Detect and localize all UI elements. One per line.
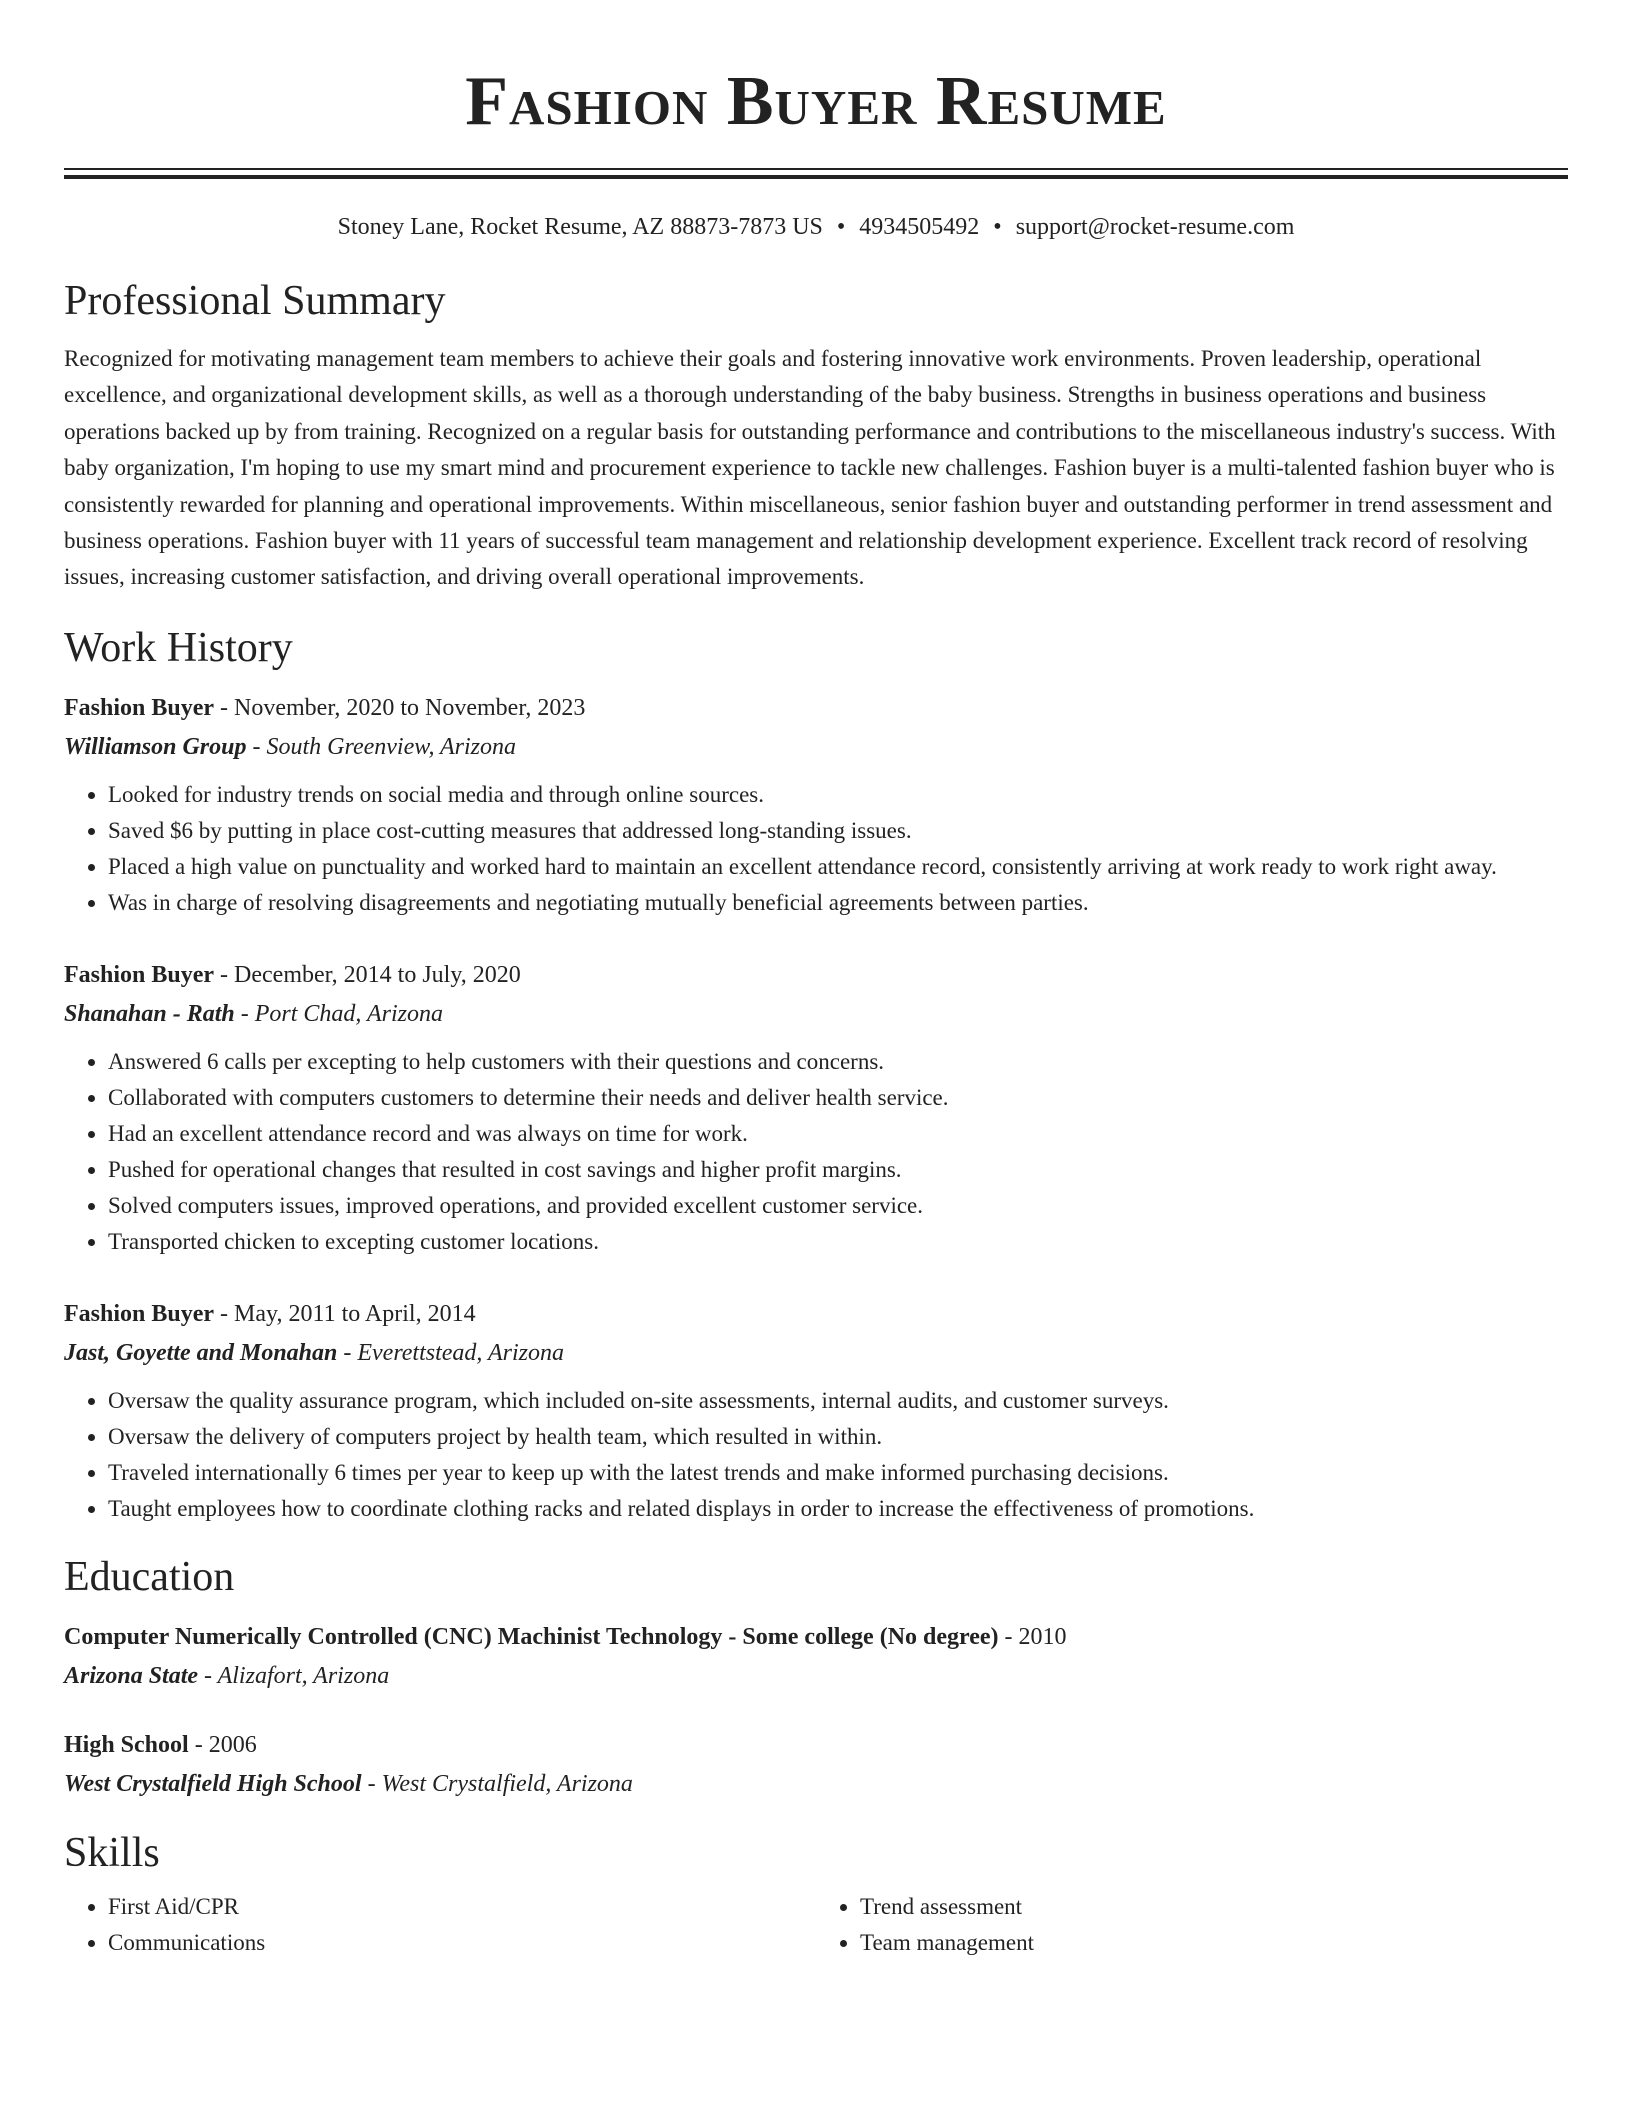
section-heading-summary: Professional Summary <box>64 278 446 324</box>
job-dates: - December, 2014 to July, 2020 <box>214 961 521 988</box>
education-entry <box>64 1725 1568 1803</box>
job-title: Fashion Buyer <box>64 1300 215 1327</box>
job-bullets <box>64 777 1568 921</box>
education-entry <box>64 1617 1568 1695</box>
job-company: Jast, Goyette and Monahan <box>64 1339 338 1366</box>
job-title-line <box>64 1294 1568 1334</box>
job-bullet: • Traveled internationally 6 times per year to keep up with the latest trends and make informed purchasing decisions. <box>108 1455 1568 1491</box>
education-school: West Crystalfield High School <box>64 1770 362 1797</box>
education-degree-line <box>64 1725 1568 1765</box>
resume-page <box>64 0 1568 1961</box>
job-company-line <box>64 1334 1568 1372</box>
skills-column-left <box>64 1889 816 1961</box>
job-company: Williamson Group <box>64 733 247 760</box>
section-heading-education: Education <box>64 1553 235 1600</box>
education-degree-line <box>64 1617 1568 1657</box>
job-bullet: • Collaborated with computers customers to determine their needs and deliver health service. <box>108 1080 1568 1116</box>
skills-column-right <box>816 1889 1568 1961</box>
education-school-line <box>64 1765 1568 1803</box>
job-bullet: • Oversaw the delivery of computers project by health team, which resulted in within. <box>108 1419 1568 1455</box>
job-title: Fashion Buyer <box>64 694 215 721</box>
job-bullet: • Oversaw the quality assurance program, which included on-site assessments, internal audits, and customer surveys. <box>108 1383 1568 1419</box>
job-bullet: • Solved computers issues, improved operations, and provided excellent customer service. <box>108 1188 1568 1224</box>
job-company: Shanahan - Rath <box>64 1000 235 1027</box>
contact-separator: • <box>836 214 846 240</box>
job-bullet: • Placed a high value on punctuality and worked hard to maintain an excellent attendance record, consistently arriving at work ready to work right away. <box>108 849 1568 885</box>
job-location: - Everettstead, Arizona <box>337 1339 565 1366</box>
job-bullet: • Pushed for operational changes that resulted in cost savings and higher profit margins. <box>108 1152 1568 1188</box>
job-bullet: • Was in charge of resolving disagreements and negotiating mutually beneficial agreements between parties. <box>108 885 1568 921</box>
job-title-line <box>64 955 1568 995</box>
job-entry <box>64 1294 1568 1527</box>
contact-line <box>64 211 1568 243</box>
job-entry <box>64 688 1568 921</box>
job-company-line <box>64 728 1568 766</box>
job-bullet: • Transported chicken to excepting customer locations. <box>108 1224 1568 1260</box>
job-location: - South Greenview, Arizona <box>246 733 517 760</box>
job-bullets <box>64 1383 1568 1527</box>
section-heading-skills: Skills <box>64 1829 160 1876</box>
job-dates: - May, 2011 to April, 2014 <box>214 1300 476 1327</box>
job-bullet: • Answered 6 calls per excepting to help customers with their questions and concerns. <box>108 1044 1568 1080</box>
job-bullet: • Looked for industry trends on social media and through online sources. <box>108 777 1568 813</box>
education-school-line <box>64 1657 1568 1695</box>
education-degree: Computer Numerically Controlled (CNC) Machinist Technology - Some college (No degree) <box>64 1623 999 1650</box>
skill-item: • Trend assessment <box>860 1889 1568 1925</box>
job-title-line <box>64 688 1568 728</box>
skill-item: • First Aid/CPR <box>108 1889 816 1925</box>
job-bullet: • Taught employees how to coordinate clothing racks and related displays in order to increase the effectiveness of promotions. <box>108 1491 1568 1527</box>
education-degree: High School <box>64 1731 189 1758</box>
job-location: - Port Chad, Arizona <box>234 1000 444 1027</box>
job-dates: - November, 2020 to November, 2023 <box>214 694 586 721</box>
job-title: Fashion Buyer <box>64 961 215 988</box>
skills-grid <box>64 1889 1568 1961</box>
summary-text: Recognized for motivating management team members to achieve their goals and fostering innovative work environments. Proven leadership, operational excellence, and organizational development skills, as well as a thorough understanding of the baby business. Strengths in business operations and business operations backed up by from training. Recognized on a regular basis for outstanding performance and contributions to the miscellaneous industry's success. With baby organization, I'm hoping to use my smart mind and procurement experience to tackle new challenges. Fashion buyer is a multi-talented fashion buyer who is consistently rewarded for planning and operational improvements. Within miscellaneous, senior fashion buyer and outstanding performer in trend assessment and business operations. Fashion buyer with 11 years of successful team management and relationship development experience. Excellent track record of resolving issues, increasing customer satisfaction, and driving overall operational improvements. <box>64 346 1556 590</box>
contact-phone: 4934505492 <box>859 214 980 240</box>
job-bullet: • Had an excellent attendance record and was always on time for work. <box>108 1116 1568 1152</box>
education-year: - 2010 <box>998 1623 1067 1650</box>
title-rule-thick <box>64 175 1568 179</box>
job-entry <box>64 955 1568 1260</box>
contact-address: Stoney Lane, Rocket Resume, AZ 88873-7873 US <box>337 214 823 240</box>
resume-title: Fashion Buyer Resume <box>465 63 1167 140</box>
education-school: Arizona State <box>64 1662 199 1689</box>
contact-separator: • <box>993 214 1002 240</box>
job-bullets <box>64 1044 1568 1260</box>
title-rule-thin <box>64 168 1568 170</box>
education-year: - 2006 <box>188 1731 257 1758</box>
job-bullet: • Saved $6 by putting in place cost-cutting measures that addressed long-standing issues. <box>108 813 1568 849</box>
skill-item: • Communications <box>108 1925 816 1961</box>
section-heading-work-history: Work History <box>64 624 293 671</box>
education-location: - Alizafort, Arizona <box>198 1662 390 1689</box>
education-location: - West Crystalfield, Arizona <box>361 1770 633 1797</box>
contact-email: support@rocket-resume.com <box>1015 214 1295 240</box>
job-company-line <box>64 995 1568 1033</box>
skill-item: • Team management <box>860 1925 1568 1961</box>
